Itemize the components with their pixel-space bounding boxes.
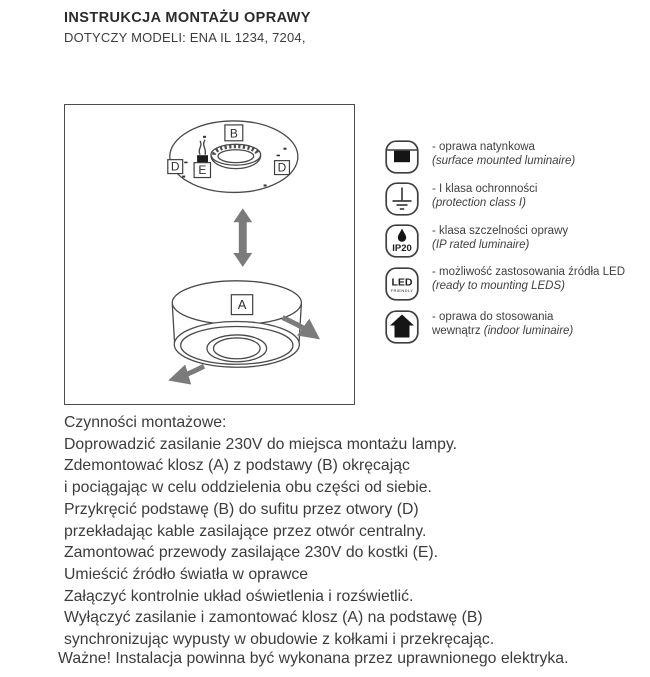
assembly-diagram (64, 104, 355, 405)
led-friendly-icon (385, 267, 419, 301)
surface-mounted-luminaire-icon (385, 140, 419, 174)
legend-label-pl: - oprawa do stosowania (432, 311, 554, 323)
assembly-diagram-drawing (65, 105, 354, 404)
instructions-section-title: Czynności montażowe: (64, 414, 227, 431)
legend-text (432, 311, 573, 338)
ip20-label: IP20 (392, 243, 412, 254)
label-a: A (237, 297, 247, 313)
instruction-line: Przykręcić podstawę (B) do sufitu przez otwory (D) (64, 500, 419, 518)
legend-item-surface-mounted (385, 140, 575, 174)
legend-text (432, 183, 537, 210)
legend-text (432, 141, 575, 168)
instruction-line: synchronizując wypusty w obudowie z kołkami i przekręcając. (64, 631, 495, 649)
legend-text (432, 225, 568, 252)
indoor-luminaire-icon (385, 310, 419, 344)
instruction-line: przekładając kable zasilające przez otwór centralny. (64, 522, 427, 540)
instruction-line: Doprowadzić zasilanie 230V do miejsca montażu lampy. (64, 435, 458, 453)
symbol-legend (385, 140, 643, 355)
label-d-right: D (277, 160, 287, 175)
protection-class-1-icon (385, 182, 419, 216)
legend-item-led-friendly (385, 267, 625, 301)
legend-label-pl: - oprawa natynkowa (432, 141, 535, 153)
legend-item-ip-rating (385, 224, 568, 258)
instruction-line: Załączyć kontrolnie układ oświetlenia i rozświetlić. (64, 587, 414, 605)
instruction-line: Zdemontować klosz (A) z podstawy (B) okręcając (64, 457, 410, 475)
label-e: E (198, 163, 207, 178)
legend-label-pl: - możliwość zastosowania źródła LED (432, 266, 626, 278)
instruction-line: i pociągając w celu oddzielenia obu części od siebie. (64, 479, 432, 497)
label-d-left: D (170, 159, 180, 174)
legend-label-en: (protection class I) (432, 196, 526, 209)
model-subtitle: DOTYCZY MODELI: ENA IL 1234, 7204, (64, 30, 306, 45)
legend-label-pl-cont: wewnątrz (432, 324, 481, 337)
header (64, 10, 311, 45)
terminal-block-drawing (197, 155, 208, 162)
led-label: LED (391, 276, 413, 289)
legend-label-pl: - I klasa ochronności (432, 183, 538, 195)
legend-label-en: (surface mounted luminaire) (432, 154, 576, 167)
vertical-double-arrow (233, 208, 252, 267)
page-title: INSTRUKCJA MONTAŻU OPRAWY (64, 10, 311, 26)
legend-label-en: (IP rated luminaire) (432, 238, 530, 251)
lamp-shade-drawing (172, 281, 301, 367)
legend-item-indoor (385, 310, 573, 344)
legend-item-protection-class (385, 182, 537, 216)
legend-label-en: (indoor luminaire) (483, 324, 574, 337)
legend-label-en: (ready to mounting LEDS) (432, 279, 565, 292)
legend-text (432, 266, 625, 293)
instruction-line: Wyłączyć zasilanie i zamontować klosz (A) na podstawę (B) (64, 609, 483, 627)
instruction-line: Umieścić źródło światła w oprawce (64, 565, 309, 583)
warning-note: Ważne! Instalacja powinna być wykonana przez uprawnionego elektryka. (58, 650, 569, 667)
label-b: B (229, 126, 238, 141)
mounting-instructions (64, 412, 494, 651)
rotate-arrow-left (176, 366, 204, 378)
legend-label-pl: - klasa szczelności oprawy (432, 225, 569, 237)
ip20-rating-icon (385, 224, 419, 258)
instruction-line: Zamontować przewody zasilające 230V do kostki (E). (64, 544, 439, 562)
led-sub-label: FRIENDLY (390, 288, 414, 293)
